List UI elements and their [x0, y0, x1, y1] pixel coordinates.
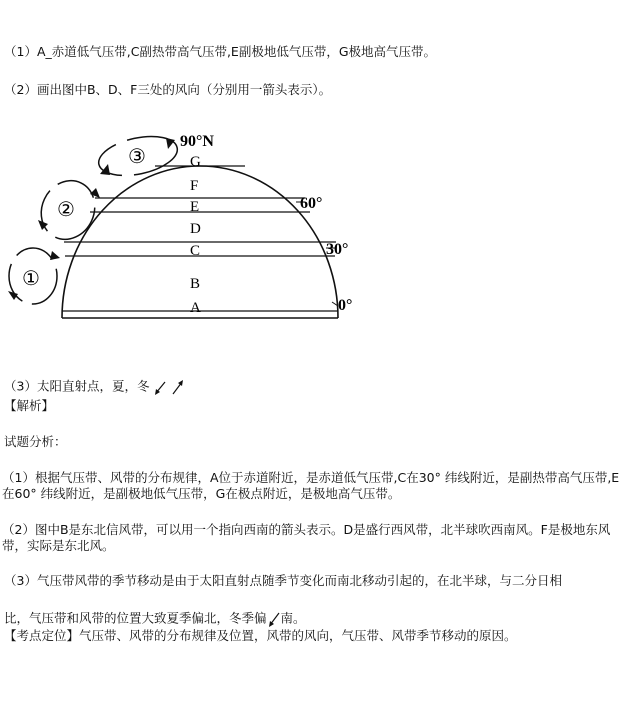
lat-0-label: 0° — [338, 297, 353, 314]
lat-30-label: 30° — [326, 241, 349, 258]
analysis-heading: 【解析】 — [4, 398, 55, 413]
cell-label-2: ② — [57, 199, 75, 221]
north-pole-label: 90°N — [180, 133, 214, 150]
belt-label-F: F — [190, 178, 199, 194]
kaodian: 【考点定位】气压带、风带的分布规律及位置，风带的风向，气压带、风带季节移动的原因。 — [4, 628, 517, 643]
answer-2: （2）画出图中B、D、F三处的风向（分别用一箭头表示）。 — [4, 82, 332, 97]
belt-label-D: D — [190, 221, 201, 237]
answer-3 — [4, 378, 185, 396]
belt-label-C: C — [190, 243, 201, 259]
analysis-3-text-end: 南。 — [280, 610, 306, 626]
belt-label-A: A — [190, 300, 201, 316]
lat-60-label: 60° — [300, 195, 323, 212]
analysis-intro: 试题分析： — [4, 434, 67, 449]
cell-label-3: ③ — [128, 146, 146, 168]
analysis-1: （1）根据气压带、风带的分布规律，A位于赤道附近，是赤道低气压带,C在30° 纬线附近，是副热带高气压带,E在60° 纬线附近，是副极地低气压带，G在极点附近，是极地高气压带。 — [2, 470, 620, 501]
diagram-background — [0, 123, 362, 330]
belt-label-G: G — [190, 154, 201, 170]
analysis-3-line-1: （3）气压带风带的季节移动是由于太阳直射点随季节变化而南北移动引起的，在北半球，与二分日相 — [4, 573, 562, 588]
pressure-belt-diagram — [0, 118, 380, 333]
arrow-icon — [153, 378, 185, 396]
analysis-3-text: 比，气压带和风带的位置大致夏季偏北，冬季偏 — [4, 610, 267, 626]
answer-3-text: （3）太阳直射点，夏，冬 — [4, 378, 150, 394]
analysis-3-line-2 — [4, 610, 306, 628]
answer-1: （1）A_赤道低气压带,C副热带高气压带,E副极地低气压带，G极地高气压带。 — [4, 44, 437, 59]
analysis-2: （2）图中B是东北信风带，可以用一个指向西南的箭头表示。D是盛行西风带，北半球吹西南风。F是极地东风带，实际是东北风。 — [2, 522, 611, 553]
belt-label-E: E — [190, 199, 200, 215]
belt-label-B: B — [190, 276, 201, 292]
arrow-icon — [267, 610, 281, 628]
cell-label-1: ① — [22, 268, 40, 290]
